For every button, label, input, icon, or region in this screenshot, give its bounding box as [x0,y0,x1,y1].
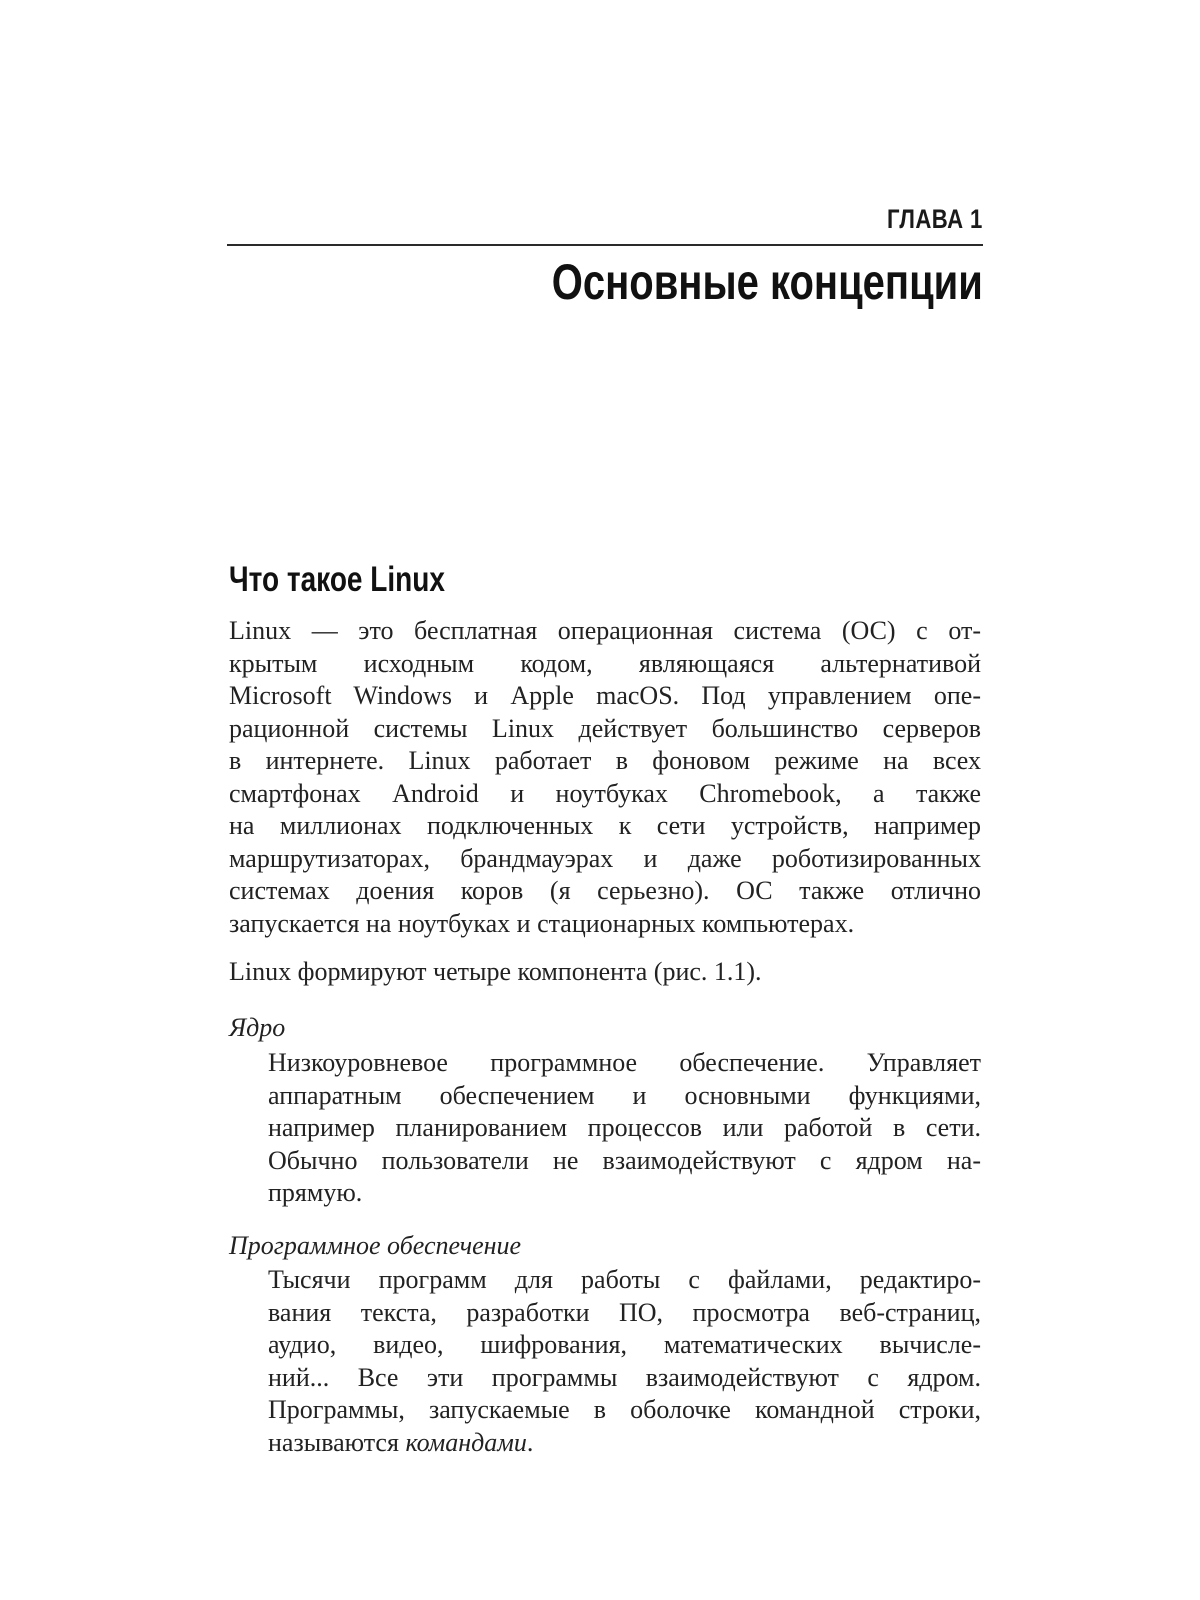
chapter-title: Основные концепции [551,254,983,310]
paragraph-line: крытым исходным кодом, являющаяся альтернативой [229,648,981,678]
paragraph-line: Microsoft Windows и Apple macOS. Под управлением опе- [229,681,981,710]
paragraph-line: Linux — это бесплатная операционная система (ОС) с от- [229,616,981,645]
text-suffix: . [526,1427,534,1457]
paragraph-line: рационной системы Linux действует большинство серверов [229,713,981,743]
definition-line: Программы, запускаемые в оболочке командной строки, [268,1395,981,1424]
definition-line: прямую. [268,1178,363,1207]
components-paragraph [229,956,981,989]
definition-software [268,1264,981,1459]
paragraph-line: смартфонах Android и ноутбуках Chromebook, а также [229,778,981,808]
paragraph-line: Linux формируют четыре компонента (рис. 1.1). [229,957,762,986]
chapter-divider [227,244,983,246]
emphasized-term: командами [405,1427,527,1457]
paragraph-line: запускается на ноутбуках и стационарных компьютерах. [229,908,855,938]
definition-line: аппаратным обеспечением и основными функциями, [268,1080,981,1110]
term-kernel: Ядро [229,1013,286,1042]
definition-line: вания текста, разработки ПО, просмотра веб-страниц, [268,1297,981,1327]
paragraph-line: в интернете. Linux работает в фоновом режиме на всех [229,746,981,775]
text-prefix: называются [268,1427,406,1457]
section-title: Что такое Linux [229,560,445,599]
definition-line: Низкоуровневое программное обеспечение. Управляет [268,1048,981,1077]
definition-line: Тысячи программ для работы с файлами, редактиро- [268,1265,981,1294]
paragraph-line: маршрутизаторах, брандмауэрах и даже роботизированных [229,843,981,873]
intro-paragraph [229,615,981,940]
definition-line: аудио, видео, шифрования, математических вычисле- [268,1330,981,1359]
paragraph-line: системах доения коров (я серьезно). ОС также отлично [229,876,981,905]
definition-line-final [268,1427,981,1460]
term-software: Программное обеспечение [229,1231,522,1260]
definition-line: ний... Все эти программы взаимодействуют с ядром. [268,1362,981,1392]
definition-kernel [268,1047,981,1210]
paragraph-line: на миллионах подключенных к сети устройств, например [229,811,981,840]
definition-line: Обычно пользователи не взаимодействуют с ядром на- [268,1145,981,1175]
chapter-label: ГЛАВА 1 [887,204,983,234]
definition-line: например планированием процессов или работой в сети. [268,1113,981,1142]
